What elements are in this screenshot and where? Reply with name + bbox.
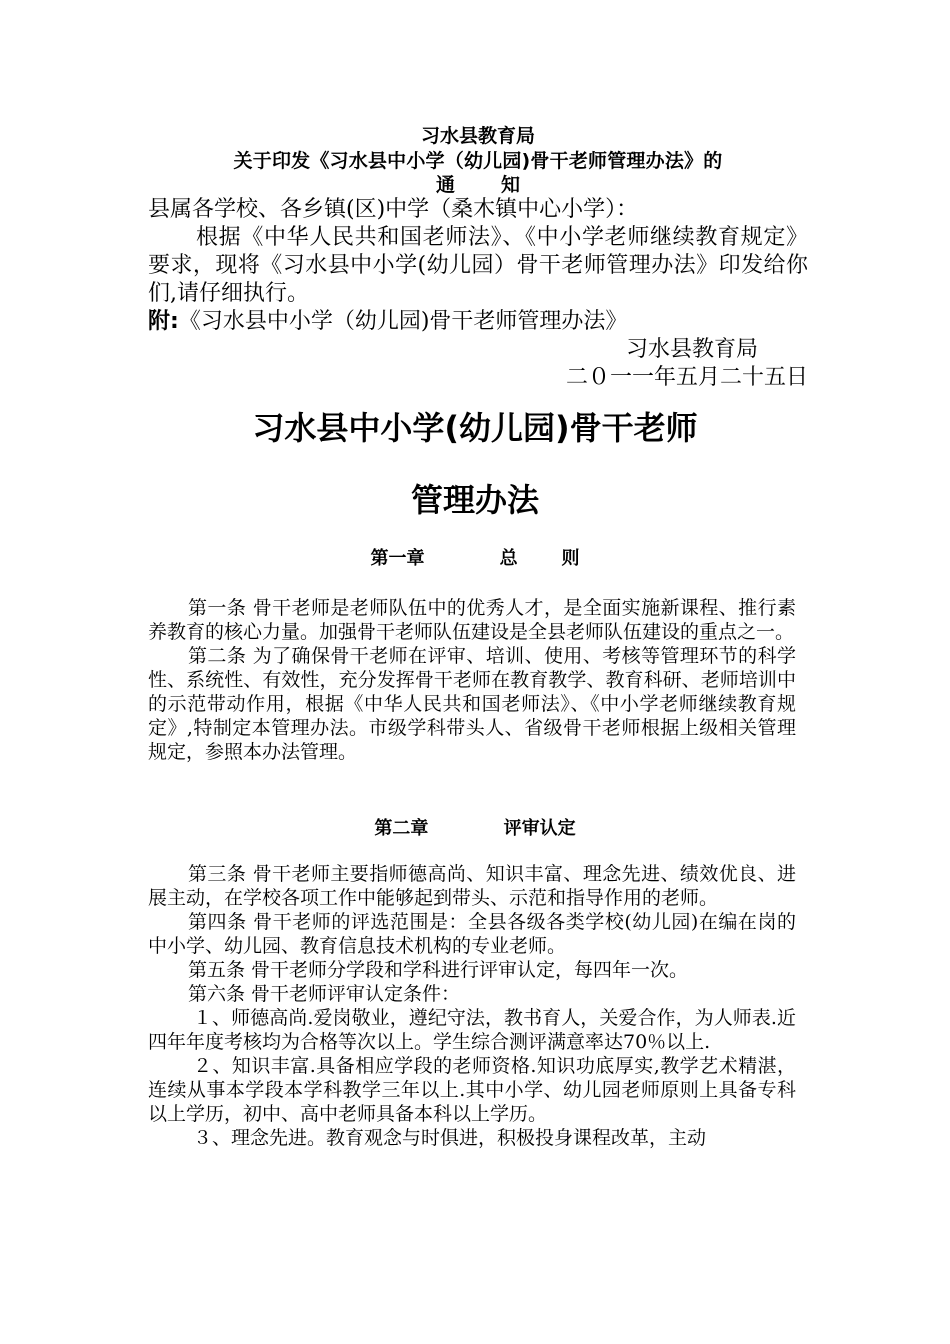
notice-org: 习水县教育局 bbox=[420, 125, 535, 147]
chapter2-heading: 第二章 评审认定 bbox=[374, 818, 576, 839]
main-title-line1: 习水县中小学(幼儿园)骨干老师 bbox=[252, 409, 698, 447]
chapter1-articles bbox=[148, 596, 796, 764]
chapter1-heading: 第一章 总 则 bbox=[370, 548, 580, 569]
article-6: 第六条 骨干老师评审认定条件： bbox=[188, 983, 461, 1005]
notice-title-tongzhi bbox=[148, 174, 808, 196]
notice-tong: 通 bbox=[435, 174, 455, 196]
article-5: 第五条 骨干老师分学段和学科进行评审认定，每四年一次。 bbox=[188, 959, 689, 981]
signature-date: 二０一一年五月二十五日 bbox=[565, 365, 808, 390]
main-title-line2: 管理办法 bbox=[410, 481, 539, 519]
notice-title: 关于印发《习水县中小学（幼儿园)骨干老师管理办法》的 bbox=[233, 150, 723, 172]
chapter2-articles bbox=[148, 862, 796, 1150]
notice-attachment bbox=[148, 308, 808, 336]
attachment-text: 《习水县中小学（幼儿园)骨干老师管理办法》 bbox=[178, 309, 628, 334]
notice-salutation: 县属各学校、各乡镇(区)中学（桑木镇中心小学）： bbox=[148, 197, 639, 222]
article-4: 第四条 骨干老师的评选范围是：全县各级各类学校(幼儿园)在编在岗的中小学、幼儿园、教育信息技术机构的专业老师。 bbox=[148, 911, 796, 957]
article-3: 第三条 骨干老师主要指师德高尚、知识丰富、理念先进、绩效优良、进展主动，在学校各项工作中能够起到带头、示范和指导作用的老师。 bbox=[148, 863, 796, 909]
condition-item-2: ２、知识丰富.具备相应学段的老师资格.知识功底厚实,教学艺术精湛，连续从事本学段本学科教学三年以上.其中小学、幼儿园老师原则上具备专科以上学历，初中、高中老师具备本科以上学历。 bbox=[148, 1055, 796, 1125]
notice-zhi: 知 bbox=[501, 174, 521, 196]
article-2: 第二条 为了确保骨干老师在评审、培训、使用、考核等管理环节的科学性、系统性、有效性，充分发挥骨干老师在教育教学、教育科研、老师培训中的示范带动作用，根据《中华人民共和国老师法》、《中小学老师继续教育规定》,特制定本管理办法。市级学科带头人、省级骨干老师根据上级相关管理规定，参照本办法管理。 bbox=[148, 645, 796, 763]
condition-item-3: ３、理念先进。教育观念与时俱进，积极投身课程改革，主动 bbox=[193, 1127, 707, 1149]
signature-org: 习水县教育局 bbox=[625, 337, 758, 362]
condition-item-1: １、师德高尚.爱岗敬业，遵纪守法，教书育人，关爱合作，为人师表.近四年年度考核均为合格等次以上。学生综合测评满意率达70％以上. bbox=[148, 1007, 796, 1053]
article-1: 第一条 骨干老师是老师队伍中的优秀人才，是全面实施新课程、推行素养教育的核心力量。加强骨干老师队伍建设是全县老师队伍建设的重点之一。 bbox=[148, 597, 796, 643]
attachment-label: 附: bbox=[148, 309, 179, 334]
notice-section bbox=[148, 124, 808, 392]
notice-body: 根据《中华人民共和国老师法》、《中小学老师继续教育规定》要求，现将《习水县中小学(幼儿园）骨干老师管理办法》印发给你们,请仔细执行。 bbox=[148, 225, 808, 306]
